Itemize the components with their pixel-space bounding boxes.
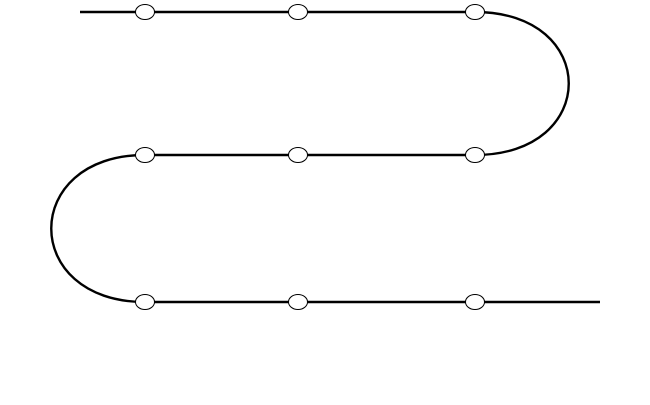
timeline-node-4 xyxy=(136,148,155,163)
timeline-node-8 xyxy=(289,295,308,310)
event-7 xyxy=(113,323,268,324)
timeline-node-1 xyxy=(136,5,155,20)
event-1 xyxy=(113,32,268,33)
event-2 xyxy=(284,32,439,33)
timeline-node-2 xyxy=(289,5,308,20)
timeline-node-5 xyxy=(289,148,308,163)
event-8 xyxy=(284,323,439,324)
timeline-node-3 xyxy=(466,5,485,20)
event-9 xyxy=(455,323,610,324)
event-5 xyxy=(284,177,439,178)
timeline-node-7 xyxy=(136,295,155,310)
timeline-node-9 xyxy=(466,295,485,310)
event-3 xyxy=(443,32,598,33)
timeline-node-6 xyxy=(466,148,485,163)
event-4 xyxy=(113,177,268,178)
timeline-track xyxy=(51,12,600,302)
event-6 xyxy=(455,177,610,178)
